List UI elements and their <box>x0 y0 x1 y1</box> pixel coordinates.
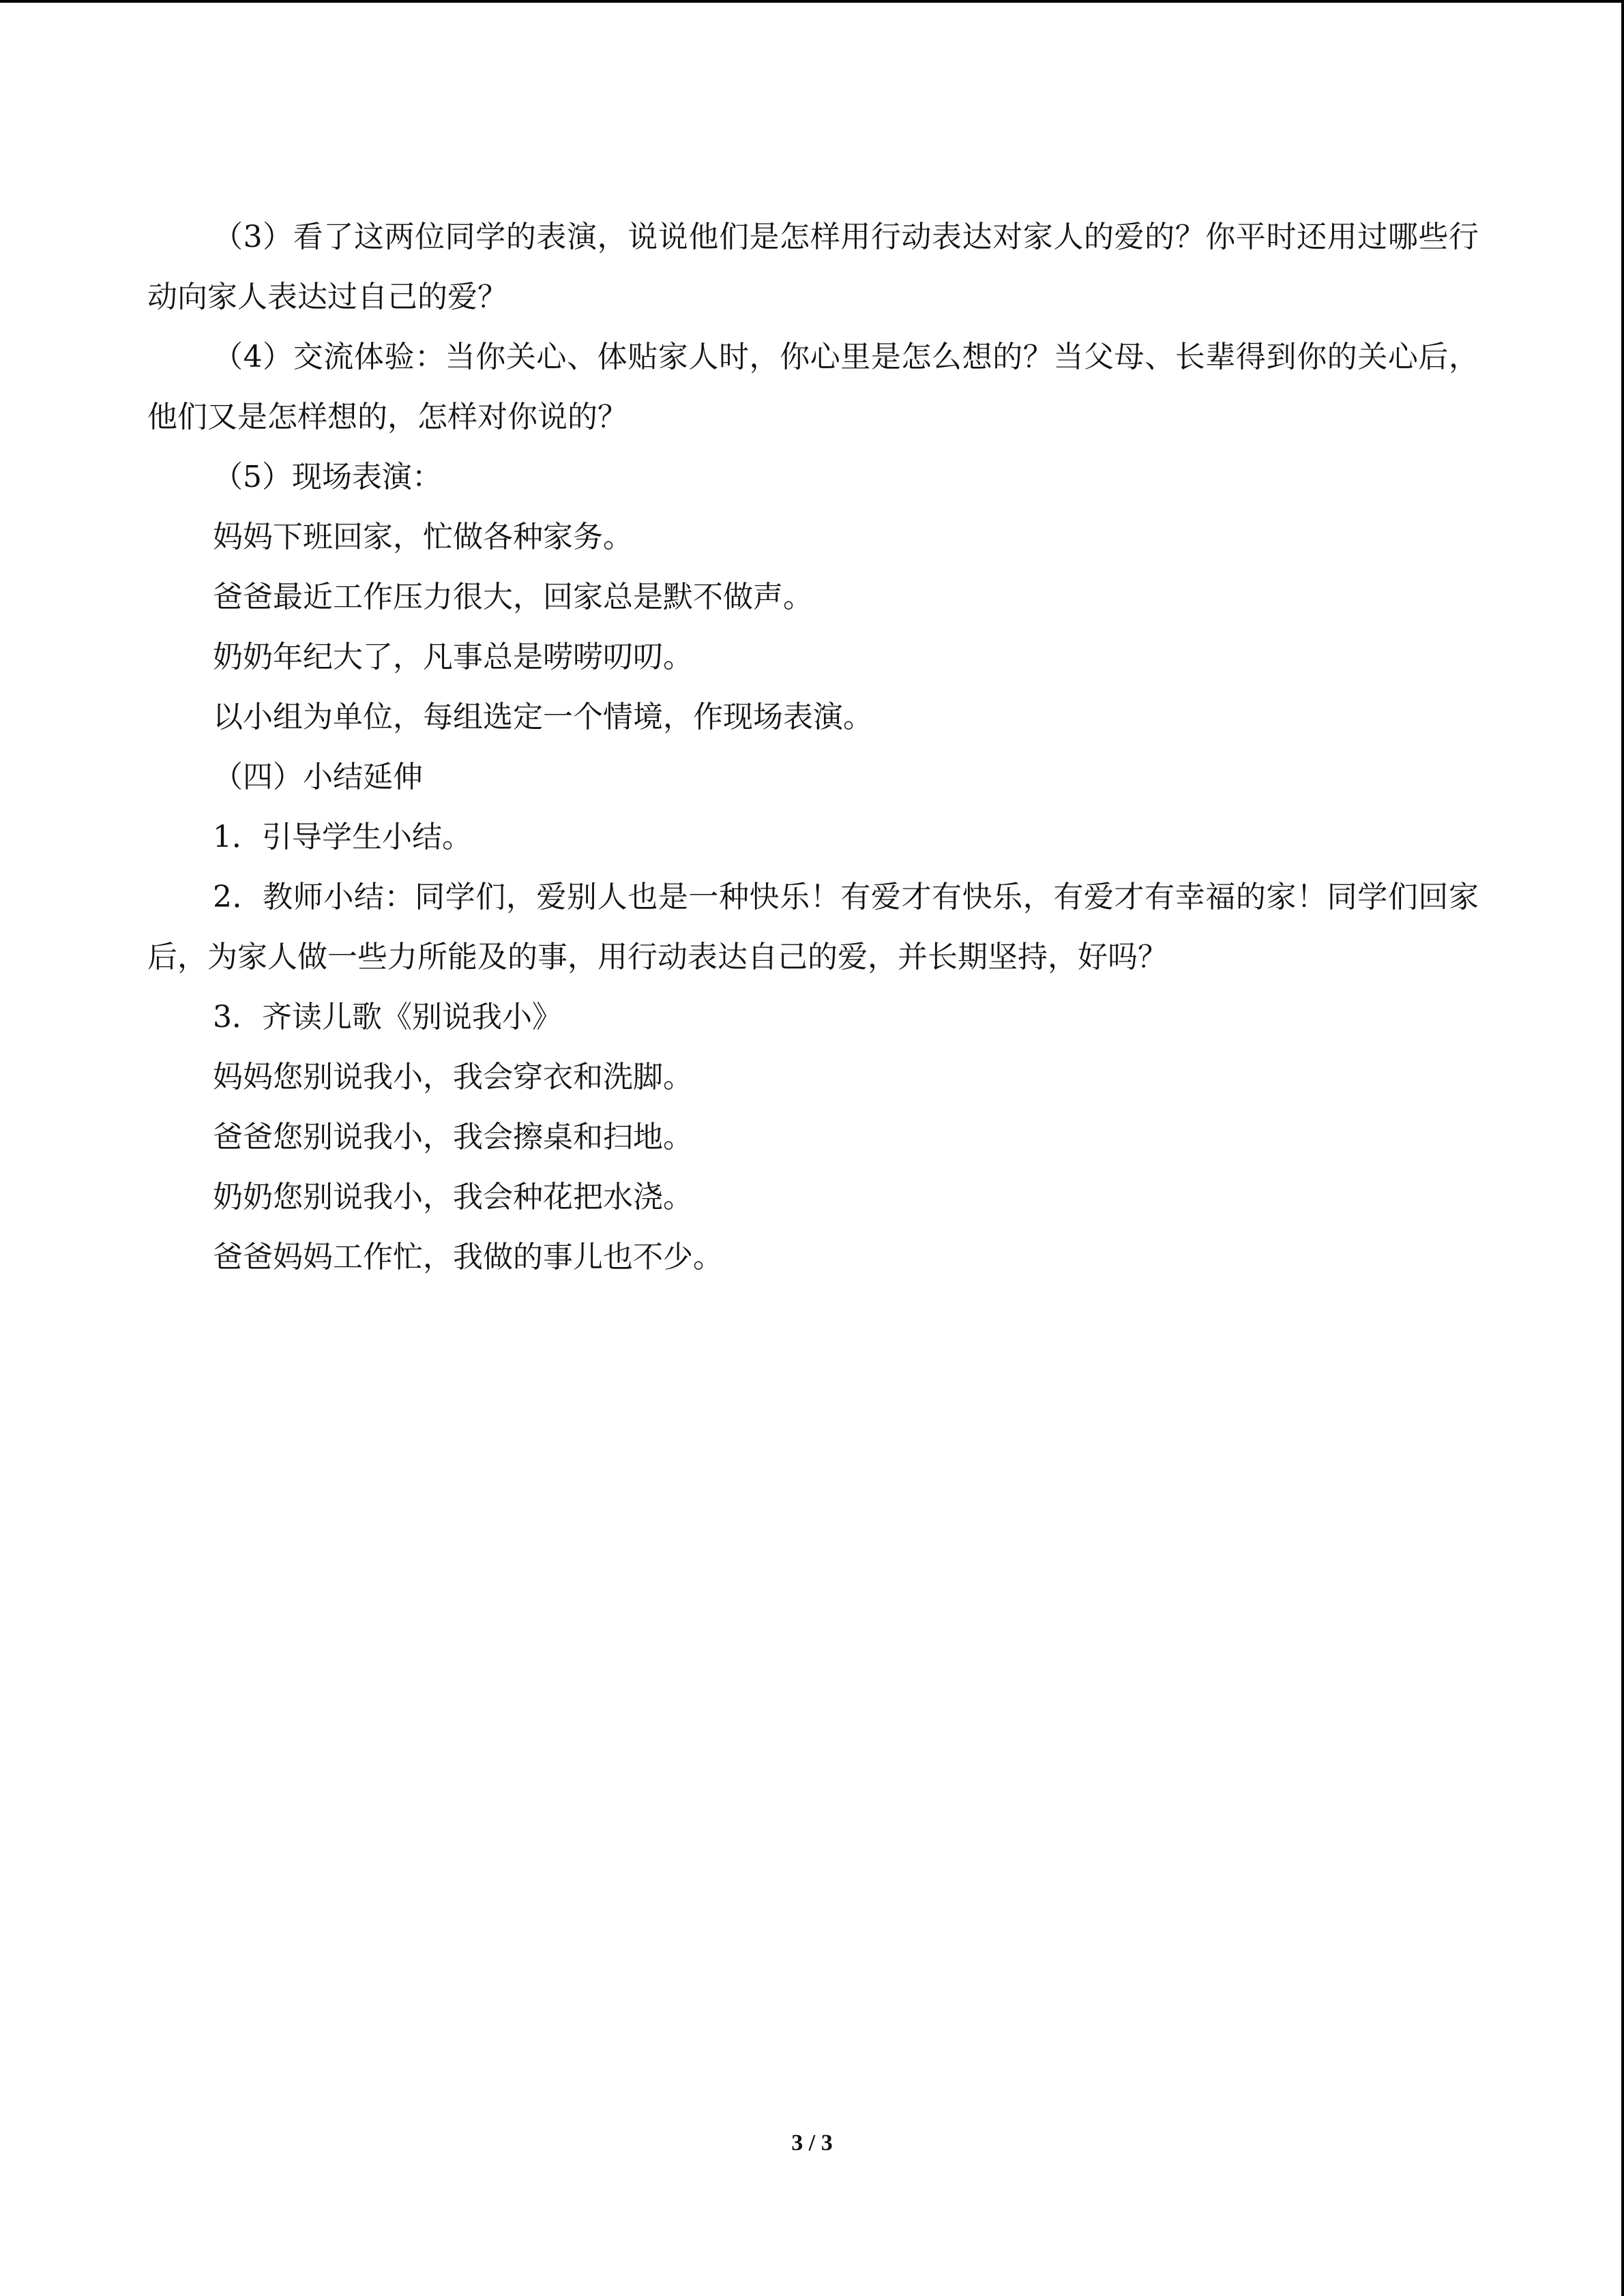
paragraph-scenario-grandma: 奶奶年纪大了，凡事总是唠唠叨叨。 <box>213 640 693 674</box>
paragraph-question-3: （3）看了这两位同学的表演，说说他们是怎样用行动表达对家人的爱的？你平时还用过哪些行动向家人表达过自己的爱？ <box>147 220 1479 314</box>
paragraph-group-instruction: 以小组为单位，每组选定一个情境，作现场表演。 <box>213 700 873 734</box>
document-body <box>147 207 1479 1287</box>
poem-line-4: 爸爸妈妈工作忙，我做的事儿也不少。 <box>213 1240 723 1274</box>
paragraph-scenario-mom: 妈妈下班回家，忙做各种家务。 <box>213 520 633 554</box>
poem-line-2: 爸爸您别说我小，我会擦桌和扫地。 <box>213 1120 693 1154</box>
paragraph-item-3: 3．齐读儿歌《别说我小》 <box>213 1000 562 1034</box>
section-heading-summary: （四）小结延伸 <box>213 760 423 794</box>
paragraph-question-4: （4）交流体验：当你关心、体贴家人时，你心里是怎么想的？当父母、长辈得到你的关心后，他们又是怎样想的，怎样对你说的？ <box>147 340 1479 434</box>
poem-line-3: 奶奶您别说我小，我会种花把水浇。 <box>213 1180 693 1214</box>
page-number: 3 / 3 <box>791 2130 833 2156</box>
paragraph-item-2: 2．教师小结：同学们，爱别人也是一种快乐！有爱才有快乐，有爱才有幸福的家！同学们回家后，为家人做一些力所能及的事，用行动表达自己的爱，并长期坚持，好吗？ <box>147 880 1479 974</box>
paragraph-item-1: 1．引导学生小结。 <box>213 820 472 854</box>
paragraph-scenario-dad: 爸爸最近工作压力很大，回家总是默不做声。 <box>213 580 813 614</box>
paragraph-live-performance: （5）现场表演： <box>213 460 442 494</box>
poem-line-1: 妈妈您别说我小，我会穿衣和洗脚。 <box>213 1060 693 1094</box>
